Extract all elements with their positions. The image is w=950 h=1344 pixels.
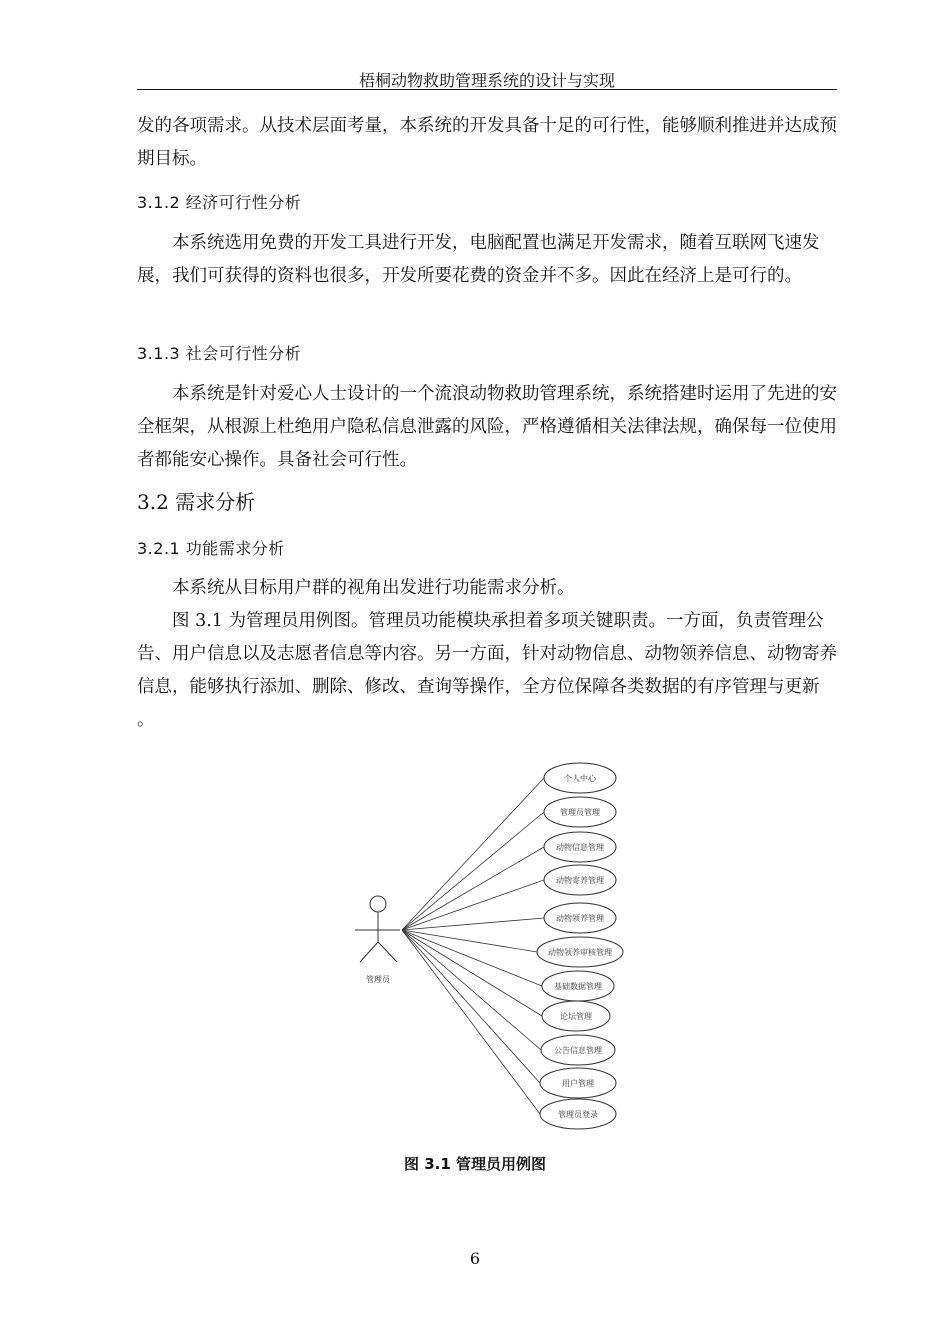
- association-line: [402, 930, 537, 952]
- association-line: [402, 847, 544, 930]
- use-case-label: 动物领养审核管理: [548, 948, 612, 957]
- use-case-label: 动物领养管理: [556, 914, 604, 923]
- actor-figure: [355, 896, 400, 962]
- association-lines: [402, 778, 544, 1114]
- heading-3-2: 3.2 需求分析: [137, 490, 256, 514]
- use-case-label: 论坛管理: [560, 1012, 592, 1021]
- association-line: [402, 880, 544, 930]
- paragraph-admin-usecase: 图 3.1 为管理员用例图。管理员功能模块承担着多项关键职责。一方面，负责管理公告、用户信息以及志愿者信息等内容。另一方面，针对动物信息、动物领养信息、动物寄养信息，能够执行添加、删除、修改、查询等操作，全方位保障各类数据的有序管理与更新 。: [137, 611, 837, 730]
- paragraph-functional-intro: 本系统从目标用户群的视角出发进行功能需求分析。: [172, 578, 575, 598]
- heading-3-2-1: 3.2.1 功能需求分析: [137, 539, 285, 558]
- figure-caption: 图 3.1 管理员用例图: [403, 1155, 547, 1173]
- use-case-label: 用户管理: [562, 1079, 594, 1088]
- use-case-label: 个人中心: [564, 774, 596, 783]
- association-line: [402, 812, 544, 930]
- paragraph-continued: 发的各项需求。从技术层面考量，本系统的开发具备十足的可行性，能够顺利推进并达成预期目标。: [137, 116, 837, 169]
- association-line: [402, 930, 540, 1083]
- header-rule: [137, 89, 837, 90]
- actor-label: 管理员: [366, 975, 390, 984]
- use-case-label: 管理员管理: [560, 808, 600, 817]
- association-line: [402, 930, 541, 1050]
- heading-3-1-2: 3.1.2 经济可行性分析: [137, 193, 302, 212]
- association-line: [402, 930, 542, 1016]
- association-line: [402, 778, 544, 930]
- paragraph-economic: 本系统选用免费的开发工具进行开发，电脑配置也满足开发需求，随着互联网飞速发展，我们可获得的资料也很多，开发所要花费的资金并不多。因此在经济上是可行的。: [137, 233, 820, 286]
- heading-3-1-3: 3.1.3 社会可行性分析: [137, 344, 302, 363]
- association-line: [402, 918, 544, 930]
- use-case-label: 基础数据管理: [554, 982, 602, 991]
- use-case-label: 管理员登录: [558, 1110, 598, 1119]
- use-case-label: 动物信息管理: [556, 843, 604, 852]
- page-number: 6: [469, 1249, 481, 1268]
- paragraph-social: 本系统是针对爱心人士设计的一个流浪动物救助管理系统，系统搭建时运用了先进的安全框架，从根源上杜绝用户隐私信息泄露的风险，严格遵循相关法律法规，确保每一位使用者都能安心操作。具备社会可行性。: [137, 384, 837, 470]
- use-case-label: 动物寄养管理: [556, 876, 604, 885]
- use-case-list: [537, 763, 623, 1129]
- use-case-label: 公告信息管理: [554, 1046, 602, 1055]
- use-case-diagram: [340, 755, 640, 1135]
- running-header: 梧桐动物救助管理系统的设计与实现: [358, 71, 615, 90]
